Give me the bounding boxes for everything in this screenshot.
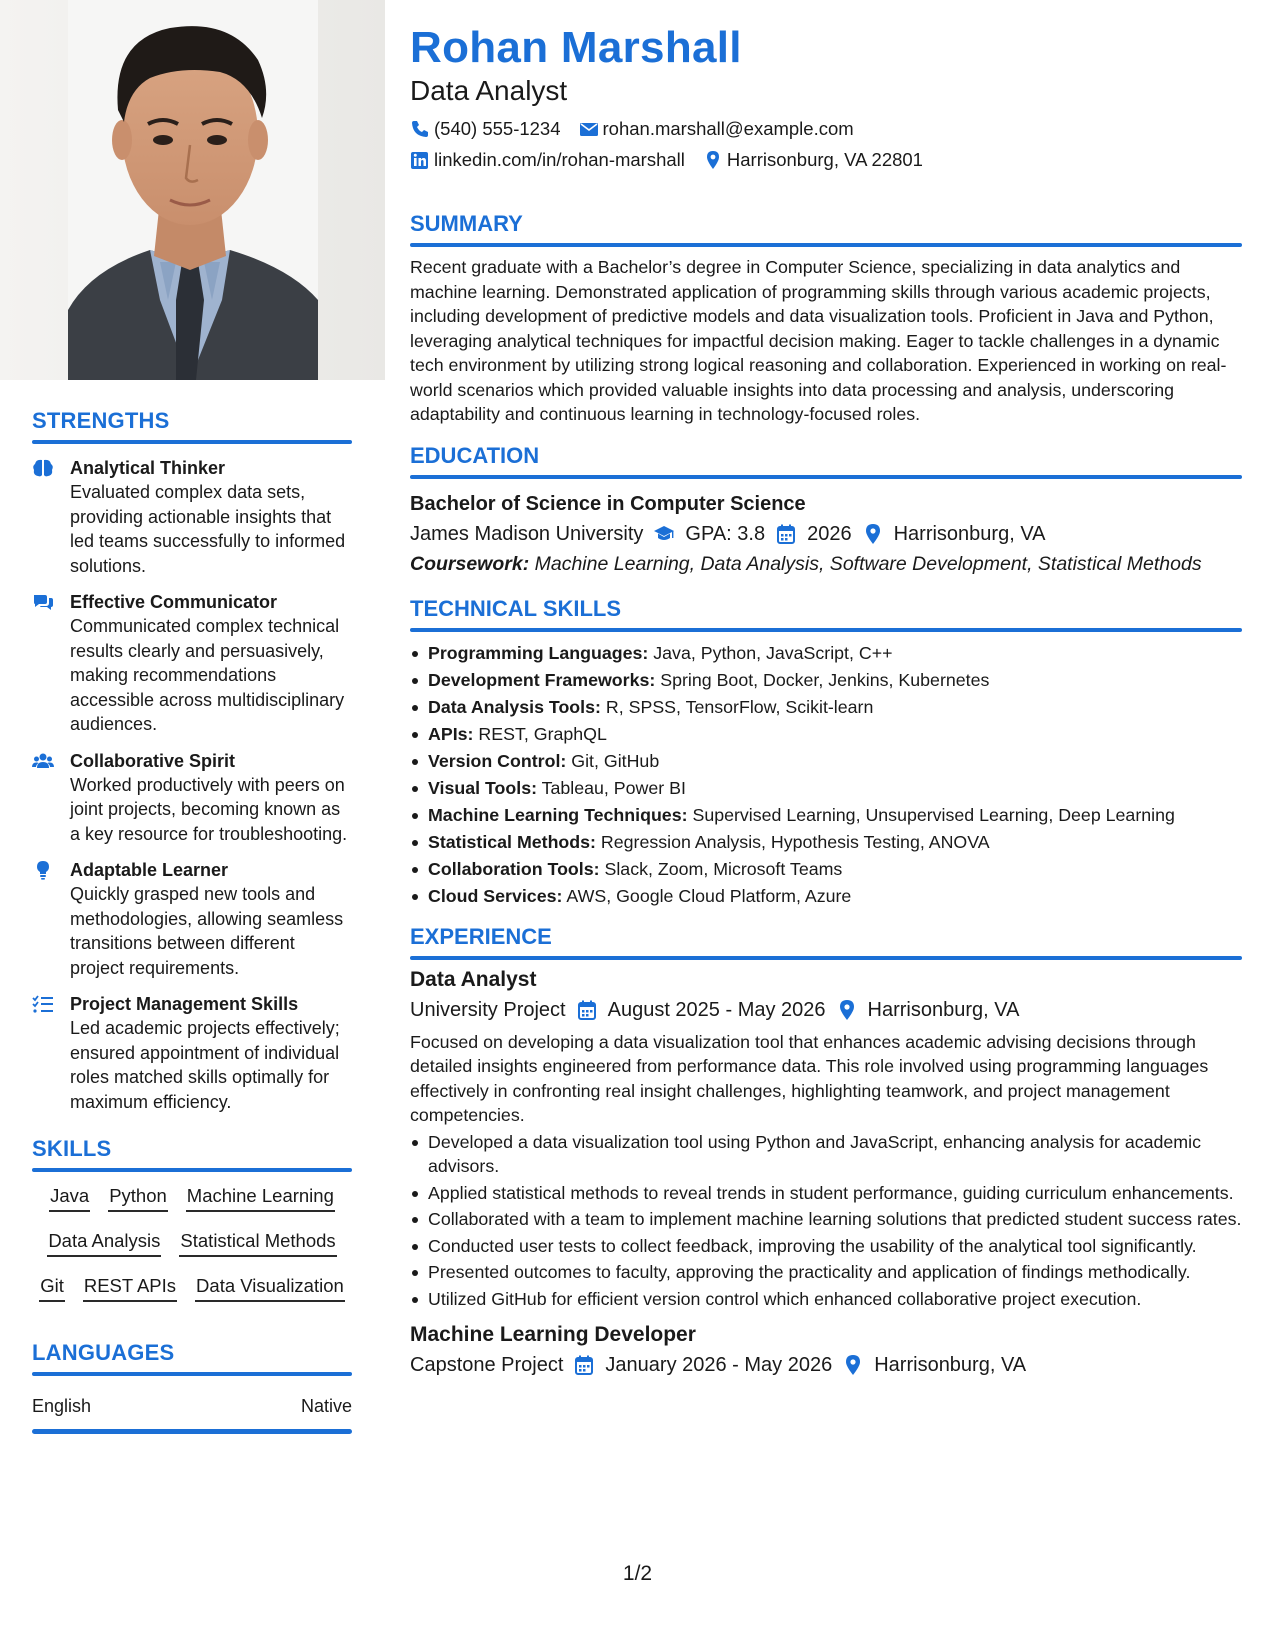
skill-tag: Python — [108, 1184, 168, 1212]
experience-heading: EXPERIENCE — [410, 923, 552, 949]
job-entry — [410, 1321, 1242, 1379]
strength-description: Communicated complex technical results clearly and persuasively, making recommendations accessible across multidisciplinary audiences. — [70, 616, 345, 734]
languages-heading: LANGUAGES — [32, 1340, 175, 1365]
language-item — [32, 1396, 352, 1417]
job-dates: January 2026 - May 2026 — [605, 1354, 833, 1376]
strength-item — [32, 858, 352, 980]
graduation-cap-icon — [653, 523, 679, 545]
strength-item — [32, 590, 352, 737]
contact-row — [410, 149, 1242, 171]
language-name: English — [32, 1396, 92, 1416]
list-item — [410, 694, 1242, 721]
list-item — [410, 883, 1242, 910]
strengths-section — [32, 408, 352, 1114]
school-name: James Madison University — [410, 522, 644, 545]
skill-category: Statistical Methods: — [428, 831, 596, 852]
job-title: Data Analyst — [410, 967, 537, 991]
users-icon — [32, 749, 70, 847]
graduation-year: 2026 — [807, 522, 852, 545]
school-location: Harrisonburg, VA — [893, 522, 1046, 545]
location-text: Harrisonburg, VA 22801 — [726, 149, 923, 170]
degree-title: Bachelor of Science in Computer Science — [410, 492, 806, 515]
gpa: GPA: 3.8 — [685, 522, 766, 545]
skill-tag: Java — [49, 1184, 90, 1212]
skill-values: Regression Analysis, Hypothesis Testing, ANOVA — [600, 831, 990, 852]
strengths-heading: STRENGTHS — [32, 408, 170, 433]
education-meta — [410, 520, 1242, 548]
skill-category: Cloud Services: — [428, 885, 563, 906]
comments-icon — [32, 590, 70, 737]
list-item — [410, 640, 1242, 667]
list-item — [410, 748, 1242, 775]
strength-title: Analytical Thinker — [70, 458, 226, 478]
skill-category: Programming Languages: — [428, 642, 649, 663]
skill-tag: Git — [39, 1274, 65, 1302]
section-divider — [410, 628, 1242, 632]
experience-section — [410, 924, 1242, 1380]
phone-icon — [410, 119, 432, 139]
list-item — [410, 721, 1242, 748]
list-item: Developed a data visualization tool using Python and JavaScript, enhancing analysis for academic advisors. — [410, 1130, 1242, 1179]
skill-values: Git, GitHub — [571, 750, 660, 771]
language-proficiency-bar — [32, 1429, 352, 1434]
skill-values: Supervised Learning, Unsupervised Learning, Deep Learning — [692, 804, 1175, 825]
job-location: Harrisonburg, VA — [874, 1354, 1027, 1376]
page-number: 1/2 — [622, 1562, 653, 1585]
skill-values: R, SPSS, TensorFlow, Scikit-learn — [605, 696, 874, 717]
job-location: Harrisonburg, VA — [867, 998, 1020, 1021]
skill-category: Collaboration Tools: — [428, 858, 600, 879]
section-divider — [410, 956, 1242, 960]
summary-section — [410, 211, 1242, 427]
email-link[interactable]: rohan.marshall@example.com — [602, 118, 854, 139]
summary-heading: SUMMARY — [410, 211, 523, 236]
strength-title: Adaptable Learner — [70, 860, 229, 880]
coursework-label: Coursework: — [410, 552, 530, 575]
skill-category: APIs: — [428, 723, 474, 744]
skills-section — [32, 1136, 352, 1302]
technical-skills-heading: TECHNICAL SKILLS — [410, 595, 622, 621]
skill-values: AWS, Google Cloud Platform, Azure — [566, 885, 852, 906]
job-bullets — [410, 1130, 1242, 1312]
phone-number: (540) 555-1234 — [434, 118, 561, 139]
skill-tag: Statistical Methods — [179, 1229, 336, 1257]
education-heading: EDUCATION — [410, 442, 540, 468]
calendar-icon — [775, 523, 801, 545]
skill-values: Java, Python, JavaScript, C++ — [653, 642, 893, 663]
profile-photo — [0, 0, 385, 380]
strength-title: Collaborative Spirit — [70, 750, 236, 771]
list-item: Presented outcomes to faculty, approving the practicality and application of findings methodically. — [410, 1260, 1242, 1285]
map-pin-icon — [836, 999, 862, 1021]
skill-tag: REST APIs — [83, 1274, 177, 1302]
job-entry — [410, 966, 1242, 1312]
skill-row — [32, 1184, 352, 1212]
coursework — [410, 550, 1242, 578]
strength-title: Effective Communicator — [70, 592, 278, 612]
technical-skills-section — [410, 596, 1242, 910]
coursework-list: Machine Learning, Data Analysis, Software Development, Statistical Methods — [534, 552, 1202, 575]
list-item: Conducted user tests to collect feedback, improving the usability of the analytical tool significantly. — [410, 1234, 1242, 1259]
education-section — [410, 443, 1242, 578]
lightbulb-icon — [32, 858, 70, 980]
right-column — [410, 22, 1242, 1379]
list-item: Utilized GitHub for efficient version control which enhanced collaborative project execution. — [410, 1287, 1242, 1312]
map-pin-icon — [842, 1354, 868, 1376]
list-item: Applied statistical methods to reveal trends in student performance, guiding curriculum enhancements. — [410, 1181, 1242, 1206]
summary-text: Recent graduate with a Bachelor’s degree in Computer Science, specializing in data analytics and machine learning. Demonstrated application of programming skills through various academic projects, including development of predictive models and data visualization tools. Proficient in Java and Python, leveraging analytical techniques for impactful decision making. Eager to tackle challenges in a dynamic tech environment by utilizing strong logical reasoning and collaboration. Experienced in working on real-world scenarios which provided valuable insights into data processing and analysis, underscoring adaptability and continuous learning in technology-focused roles. — [410, 257, 1227, 424]
language-level: Native — [300, 1396, 352, 1416]
list-item — [410, 667, 1242, 694]
skill-category: Machine Learning Techniques: — [428, 804, 688, 825]
skill-category: Version Control: — [428, 750, 567, 771]
job-title: Machine Learning Developer — [410, 1323, 696, 1346]
list-item: Collaborated with a team to implement machine learning solutions that predicted student success rates. — [410, 1207, 1242, 1232]
skill-category: Visual Tools: — [428, 777, 538, 798]
technical-skills-list — [410, 640, 1242, 910]
job-org: Capstone Project — [410, 1354, 564, 1376]
skill-values: REST, GraphQL — [478, 723, 607, 744]
section-divider — [32, 1372, 352, 1376]
job-description: Focused on developing a data visualization tool that enhances academic advising decisions through detailed insights engineered from performance data. This role involved using programming languages effectively in confronting real insight challenges, highlighting teamwork, and project management competencies. — [410, 1031, 1209, 1125]
skill-values: Slack, Zoom, Microsoft Teams — [604, 858, 843, 879]
envelope-icon — [579, 119, 601, 139]
list-item — [410, 802, 1242, 829]
skill-category: Development Frameworks: — [428, 669, 656, 690]
skill-category: Data Analysis Tools: — [428, 696, 601, 717]
skill-row — [32, 1229, 352, 1257]
job-org: University Project — [410, 998, 566, 1021]
skill-tag: Machine Learning — [186, 1184, 335, 1212]
job-dates: August 2025 - May 2026 — [607, 998, 826, 1021]
strength-description: Led academic projects effectively; ensured appointment of individual roles matched skills optimally for maximum efficiency. — [70, 1018, 340, 1112]
strength-item — [32, 992, 352, 1114]
strength-description: Worked productively with peers on joint projects, becoming known as a key resource for troubleshooting. — [70, 774, 348, 844]
list-item — [410, 829, 1242, 856]
map-pin-icon — [862, 523, 888, 545]
candidate-name: Rohan Marshall — [410, 23, 742, 72]
strength-item — [32, 749, 352, 847]
section-divider — [410, 243, 1242, 247]
skill-row — [32, 1274, 352, 1302]
calendar-icon — [573, 1354, 599, 1376]
languages-section — [32, 1340, 352, 1434]
left-column — [32, 408, 352, 1434]
strength-title: Project Management Skills — [70, 994, 299, 1014]
linkedin-link[interactable]: linkedin.com/in/rohan-marshall — [434, 149, 685, 170]
strength-item — [32, 456, 352, 578]
list-item — [410, 856, 1242, 883]
skill-tag: Data Analysis — [47, 1229, 161, 1257]
map-pin-icon — [703, 150, 725, 170]
linkedin-icon — [410, 150, 432, 170]
strength-description: Evaluated complex data sets, providing actionable insights that led teams successfully to informed solutions. — [70, 482, 346, 576]
job-meta — [410, 996, 1242, 1024]
strength-description: Quickly grasped new tools and methodologies, allowing seamless transitions between different project requirements. — [70, 884, 344, 978]
list-item — [410, 775, 1242, 802]
section-divider — [32, 1168, 352, 1172]
skill-values: Tableau, Power BI — [541, 777, 686, 798]
section-divider — [410, 475, 1242, 479]
skill-values: Spring Boot, Docker, Jenkins, Kubernetes — [660, 669, 990, 690]
skills-heading: SKILLS — [32, 1136, 112, 1161]
skill-tag: Data Visualization — [195, 1274, 345, 1302]
list-check-icon — [32, 992, 70, 1114]
section-divider — [32, 440, 352, 444]
brain-icon — [32, 456, 70, 578]
calendar-icon — [576, 999, 602, 1021]
job-meta — [410, 1351, 1242, 1379]
candidate-role: Data Analyst — [410, 75, 568, 106]
contact-row — [410, 118, 1242, 140]
